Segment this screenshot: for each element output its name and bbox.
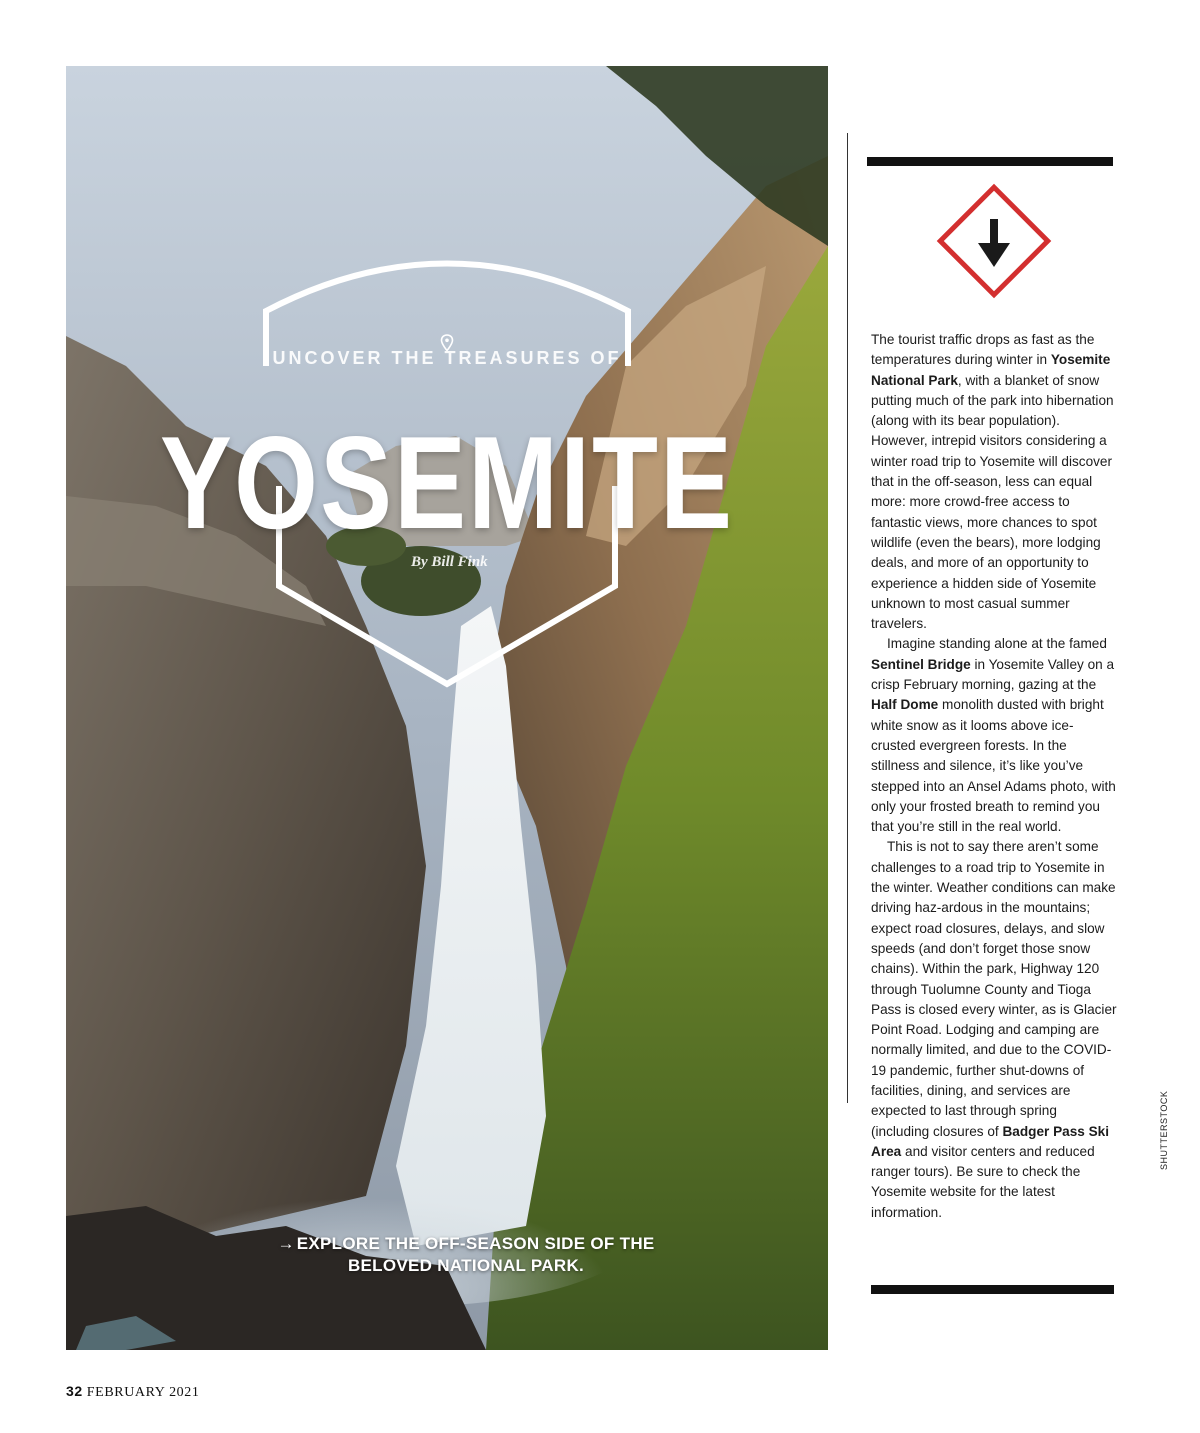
column-divider [847,133,848,1103]
text-run: This is not to say there aren’t some challenges to a road trip to Yosemite in the winter. Weather conditions can make driving haz-ardous in the mountains; expect road closures, delays, and slow speeds (and don’t forget those snow chains). Within the park, Highway 120 through Tuolumne County and Tioga Pass is closed every winter, as is Glacier Point Road. Lodging and camping are normally limited, and due to the COVID-19 pandemic, further shut-downs of facilities, dining, and services are expected to last through spring (including closures of [871,839,1117,1139]
bold-place-name: Sentinel Bridge [871,656,971,672]
bold-place-name: Yosemite National Park [871,352,1111,388]
top-rule-bar [867,157,1113,166]
article-body [871,330,1117,1223]
text-run: and visitor centers and reduced ranger tours). Be sure to check the Yosemite website for the latest information. [871,1143,1095,1220]
issue-date: FEBRUARY 2021 [86,1385,200,1400]
text-run: in Yosemite Valley on a crisp February morning, gazing at the [871,656,1115,693]
page-number: 32 [66,1383,83,1399]
map-pin-icon [440,334,454,352]
down-arrow-diamond-sign-icon [934,181,1054,301]
text-run: Imagine standing alone at the famed [887,636,1107,652]
hero-photo [66,66,828,1350]
text-run: The tourist traffic drops as fast as the temperatures during winter in [871,332,1095,368]
page-title: YOSEMITE [159,408,735,557]
right-arrow-icon: → [277,1234,295,1253]
deck-label: EXPLORE THE OFF-SEASON SIDE OF THE BELOVED NATIONAL PARK. [296,1234,655,1275]
photo-credit: SHUTTERSTOCK [1159,1090,1169,1170]
folio [66,1383,199,1401]
kicker-text: UNCOVER THE TREASURES OF [272,348,622,368]
bold-place-name: Badger Pass Ski Area [871,1123,1110,1159]
text-run: , with a blanket of snow putting much of the park into hibernation (along with its bear population). However, intrepid visitors considering a winter road trip to Yosemite will discover that in the off-season, less can equal more: more crowd-free access to fantastic views, more chances to spot wildlife (even the bears), more lodging deals, and more of an opportunity to experience a hidden side of Yosemite unknown to most casual summer travelers. [871,372,1114,632]
bold-place-name: Half Dome [871,697,939,713]
text-run: monolith dusted with bright white snow as it looms above ice-crusted evergreen forests. In the stillness and silence, it’s like you’ve stepped into an Ansel Adams photo, with only your frosted breath to remind you that you’re still in the real world. [871,697,1116,835]
bottom-rule-bar [871,1285,1114,1294]
paragraph-2 [871,634,1117,837]
deck-text [256,1233,676,1277]
paragraph-1 [871,330,1117,634]
byline: By Bill Fink [411,554,488,570]
paragraph-3 [871,837,1117,1223]
